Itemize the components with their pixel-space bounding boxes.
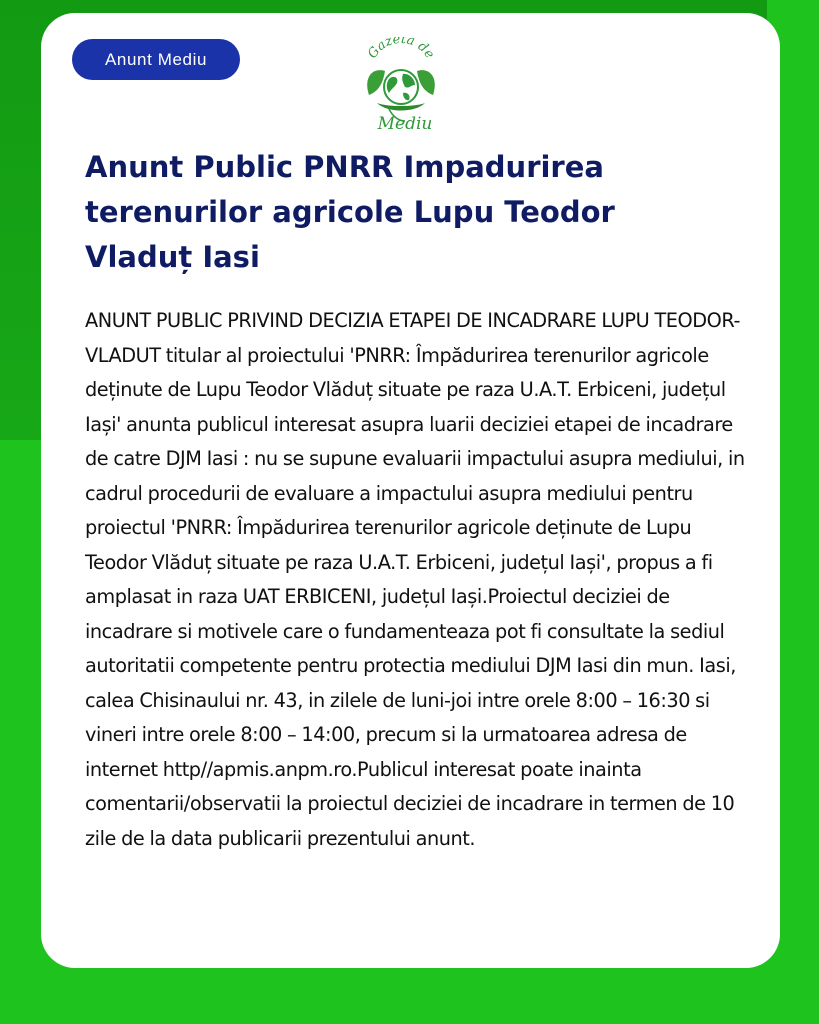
article-title: Anunt Public PNRR Impadurirea terenurilor agricole Lupu Teodor Vladuț Iasi bbox=[85, 150, 615, 274]
article-body: ANUNT PUBLIC PRIVIND DECIZIA ETAPEI DE INCADRARE LUPU TEODOR-VLADUT titular al proiectului 'PNRR: Împădurirea terenurilor agricole deținute de Lupu Teodor Vlăduț situate pe raza U.A.T. Erbiceni, județul Iași' anunta publicul interesat asupra luarii deciziei etapei de incadrare de catre DJM Iasi : nu se supune evaluarii impactului asupra mediului, in cadrul procedurii de evaluare a impactului asupra mediului pentru proiectul 'PNRR: Împădurirea terenurilor agricole deținute de Lupu Teodor Vlăduț situate pe raza U.A.T. Erbiceni, județul Iași', propus a fi amplasat in raza UAT ERBICENI, județul Iași.Proiectul deciziei de incadrare si motivele care o fundamenteaza pot fi consultate la sediul autoritatii competente pentru protectia mediului DJM Iasi din mun. Iasi, calea Chisinaului nr. 43, in zilele de luni-joi intre orele 8:00 – 16:30 si vineri intre orele 8:00 – 14:00, precum si la urmatoarea adresa de internet http//apmis.anpm.ro.Publicul interesat poate inainta comentarii/observatii la proiectul deciziei de incadrare in termen de 10 zile de la data publicarii prezentului anunt. bbox=[85, 309, 745, 850]
gazeta-de-mediu-logo bbox=[359, 37, 443, 135]
logo-top-text: Gazeta de bbox=[365, 37, 438, 62]
announcement-card bbox=[41, 13, 780, 968]
category-badge[interactable]: Anunt Mediu bbox=[72, 39, 240, 80]
globe-leaves-icon bbox=[359, 37, 443, 135]
logo-bottom-text: Mediu bbox=[377, 114, 433, 134]
